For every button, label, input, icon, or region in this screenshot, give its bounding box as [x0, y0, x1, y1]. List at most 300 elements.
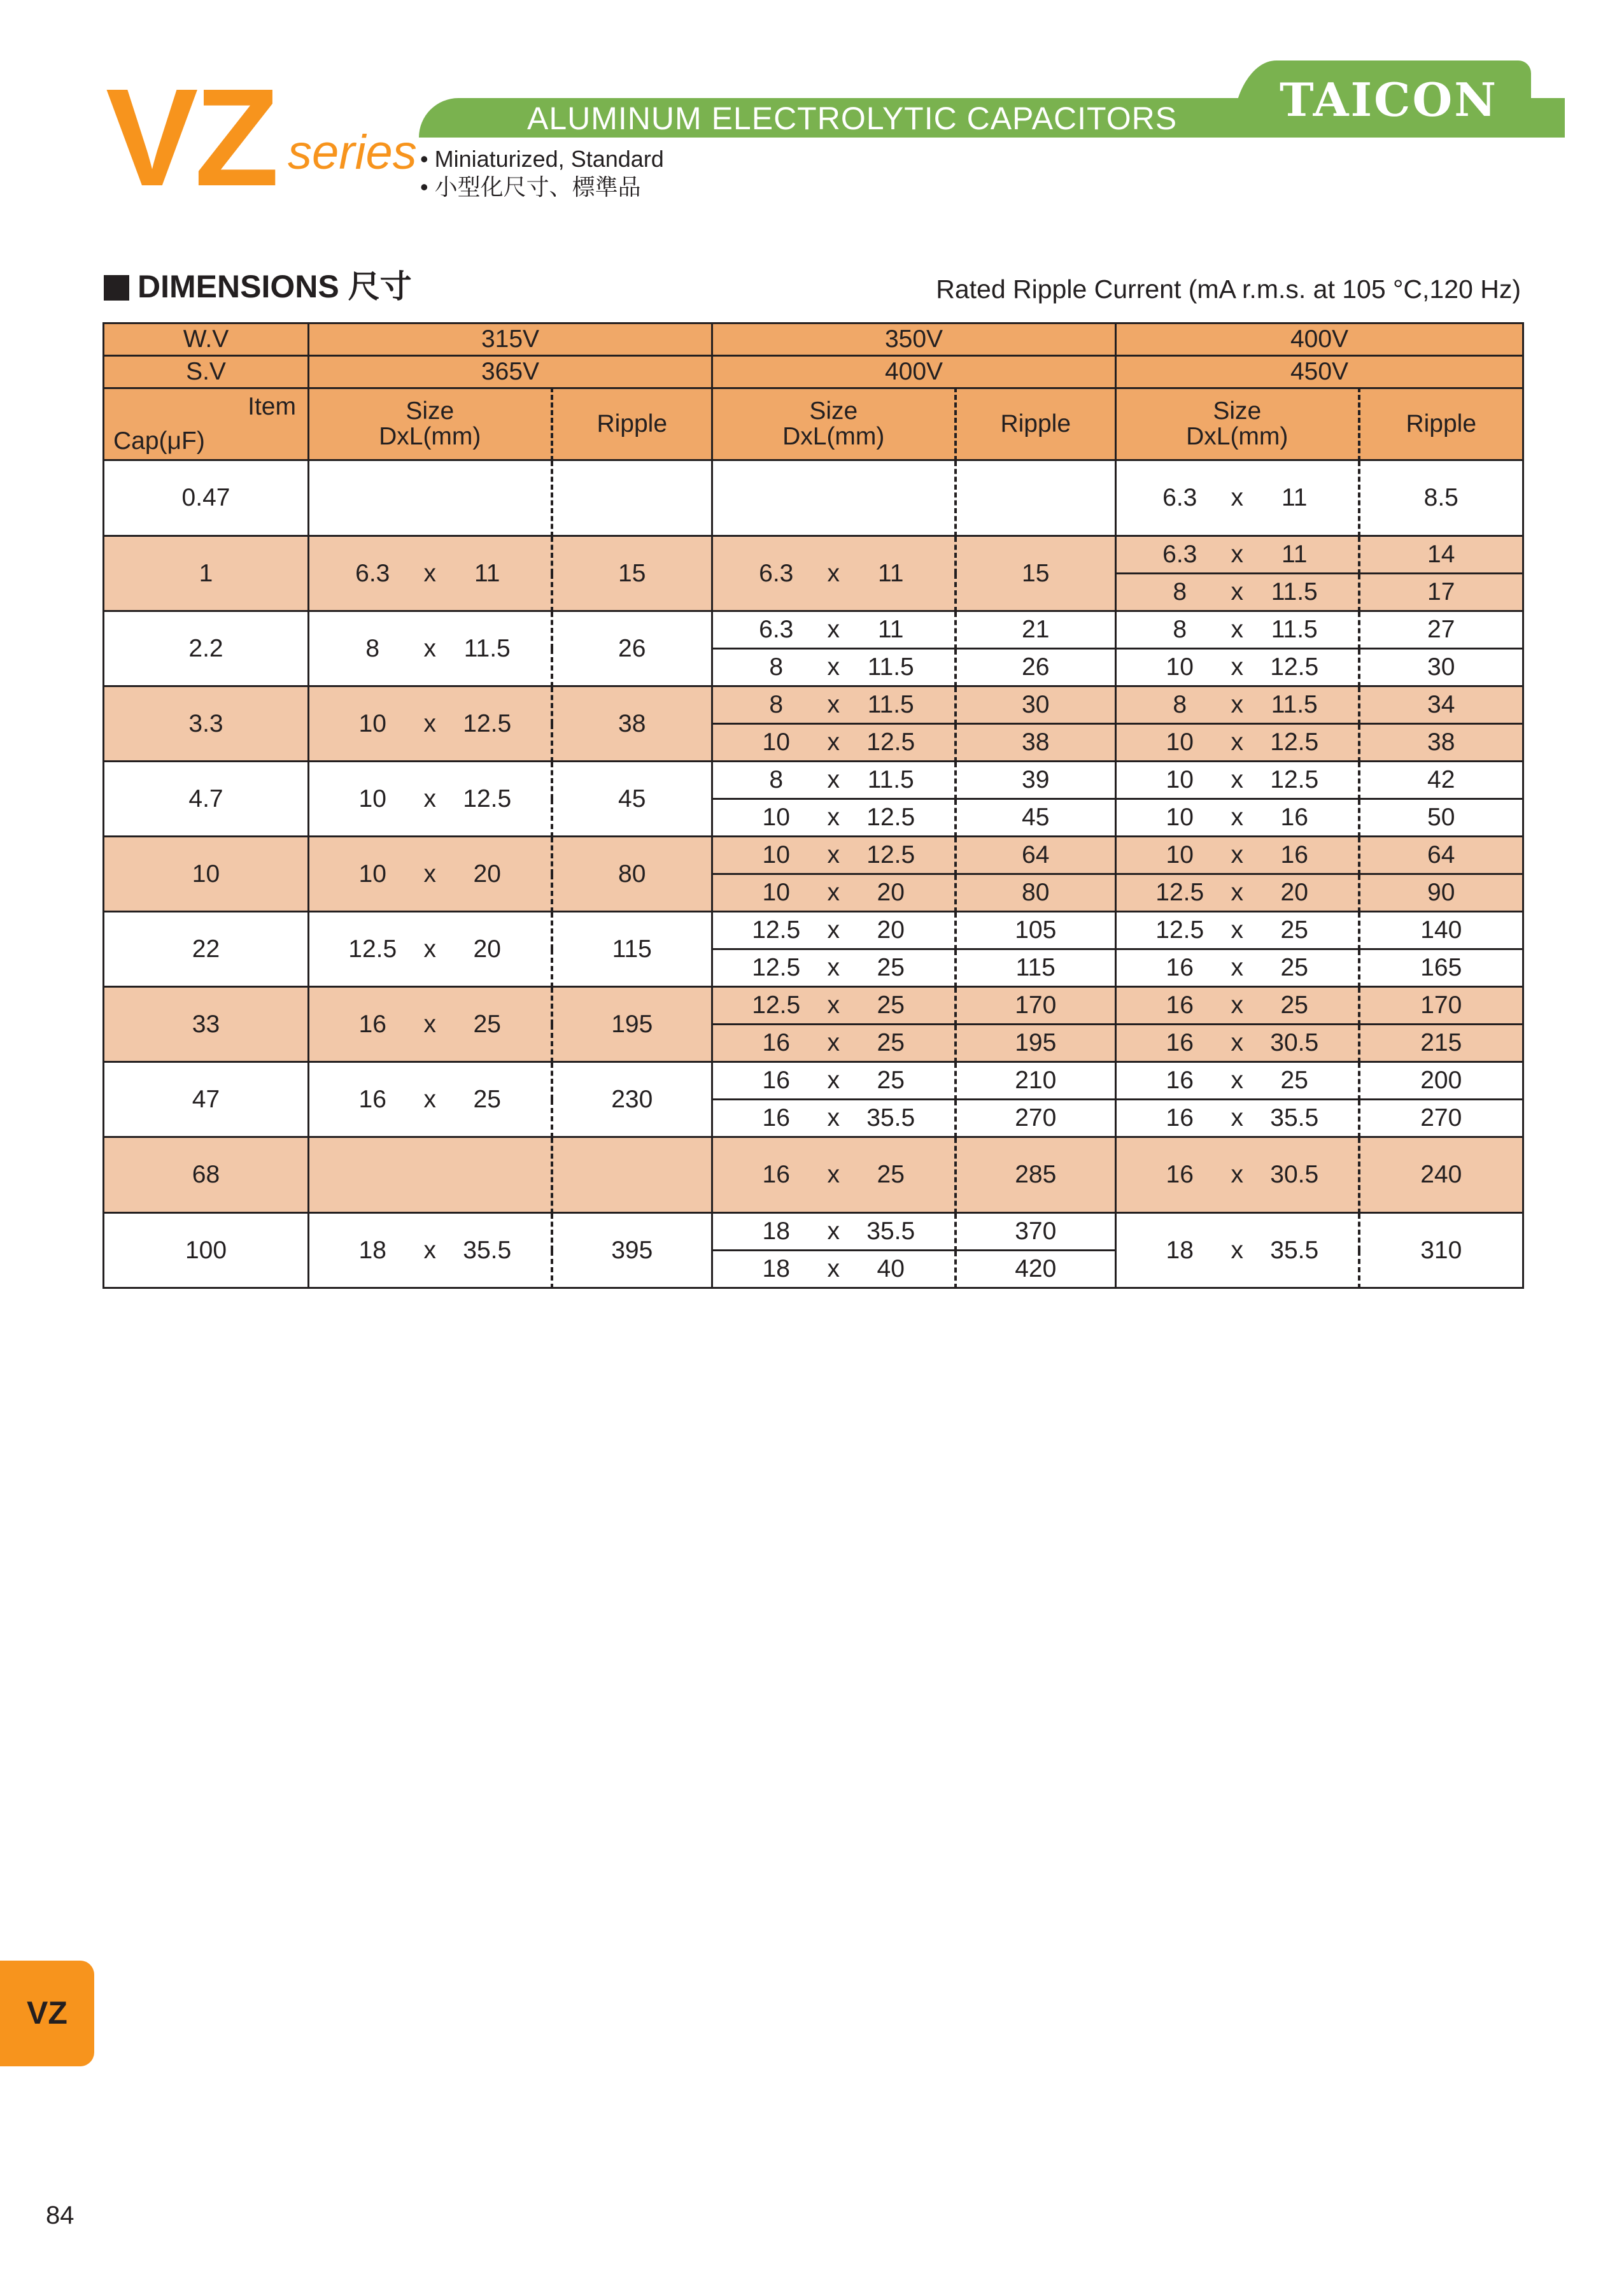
ripple-cell: 90 [1359, 874, 1523, 912]
diameter-value: 10 [358, 860, 386, 888]
diameter-value: 16 [762, 1067, 790, 1094]
size-cell [309, 987, 552, 1062]
ripple-cell [956, 460, 1116, 536]
times-sign: x [1231, 804, 1243, 831]
size-value [1117, 691, 1358, 719]
size-value [713, 1161, 954, 1189]
times-sign: x [423, 785, 436, 813]
diameter-value: 10 [1166, 728, 1194, 756]
diameter-value: 16 [1166, 1161, 1194, 1188]
diameter-value: 10 [1166, 841, 1194, 869]
length-value: 16 [1280, 841, 1308, 869]
length-value: 25 [1280, 916, 1308, 944]
times-sign: x [827, 766, 840, 793]
size-label: Size [406, 397, 455, 425]
diameter-value: 8 [769, 653, 784, 681]
ripple-cell: 34 [1359, 686, 1523, 724]
dimensions-table [102, 322, 1524, 1289]
length-value: 16 [1280, 804, 1308, 831]
size-value [713, 560, 954, 588]
length-value: 40 [877, 1255, 905, 1282]
size-value [1117, 1104, 1358, 1132]
size-header [309, 388, 552, 460]
size-cell [712, 1025, 956, 1062]
table-row [104, 460, 1523, 536]
wv-label: W.V [104, 323, 309, 356]
times-sign: x [1231, 691, 1243, 718]
size-value [1117, 916, 1358, 944]
diameter-value: 12.5 [1155, 916, 1204, 944]
size-value [713, 1255, 954, 1283]
length-value: 11.5 [1271, 616, 1318, 643]
length-value: 25 [1280, 954, 1308, 981]
times-sign: x [423, 1010, 436, 1038]
times-sign: x [827, 991, 840, 1019]
size-cell [1116, 1213, 1359, 1288]
length-value: 20 [473, 935, 501, 963]
size-cell [712, 762, 956, 799]
series-logo: VZ [106, 60, 276, 215]
times-sign: x [827, 804, 840, 831]
times-sign: x [1231, 841, 1243, 869]
section-bullet-icon [104, 275, 129, 301]
size-cell [309, 460, 552, 536]
wv-value: 350V [712, 323, 1116, 356]
size-cell [1116, 987, 1359, 1025]
wv-row [104, 323, 1523, 356]
times-sign: x [1231, 954, 1243, 981]
ripple-cell: 39 [956, 762, 1116, 799]
size-cell [1116, 837, 1359, 874]
length-value: 35.5 [866, 1218, 915, 1245]
size-cell [1116, 799, 1359, 837]
size-cell [1116, 536, 1359, 574]
page-number: 84 [46, 2201, 74, 2229]
times-sign: x [1231, 1104, 1243, 1132]
diameter-value: 18 [762, 1218, 790, 1245]
size-cell [1116, 574, 1359, 611]
size-value [713, 916, 954, 944]
length-value: 25 [473, 1010, 501, 1038]
table-row [104, 762, 1523, 799]
length-value: 35.5 [866, 1104, 915, 1132]
diameter-value: 6.3 [1162, 541, 1197, 568]
times-sign: x [423, 1236, 436, 1264]
length-value: 11 [878, 616, 904, 643]
times-sign: x [827, 691, 840, 718]
side-tab-label: VZ [27, 1995, 67, 2031]
size-value [713, 1067, 954, 1095]
subtitle-english: • Miniaturized, Standard [420, 146, 664, 172]
cap-label: Cap(μF) [113, 427, 205, 455]
capacitance-cell: 2.2 [104, 611, 309, 686]
ripple-cell: 26 [552, 611, 712, 686]
size-cell [712, 874, 956, 912]
size-value [309, 860, 551, 888]
ripple-cell: 27 [1359, 611, 1523, 649]
times-sign: x [827, 1029, 840, 1056]
times-sign: x [827, 916, 840, 944]
times-sign: x [827, 1255, 840, 1282]
size-value [713, 954, 954, 982]
times-sign: x [1231, 616, 1243, 643]
ripple-cell [552, 1137, 712, 1213]
size-cell [712, 799, 956, 837]
ripple-cell: 240 [1359, 1137, 1523, 1213]
length-value: 20 [877, 879, 905, 906]
times-sign: x [827, 616, 840, 643]
length-value: 12.5 [866, 841, 915, 869]
size-cell [712, 1062, 956, 1100]
section-title: DIMENSIONS 尺寸 [138, 269, 412, 304]
sv-label: S.V [104, 356, 309, 388]
size-value [713, 1029, 954, 1057]
size-value [713, 653, 954, 681]
times-sign: x [827, 728, 840, 756]
times-sign: x [1231, 1161, 1243, 1188]
times-sign: x [827, 1067, 840, 1094]
length-value: 25 [877, 1161, 905, 1188]
length-value: 11 [1282, 484, 1308, 511]
times-sign: x [1231, 541, 1243, 568]
size-header [1116, 388, 1359, 460]
times-sign: x [827, 559, 840, 587]
size-value [713, 616, 954, 644]
size-cell [712, 724, 956, 762]
length-value: 25 [473, 1085, 501, 1113]
ripple-cell [552, 460, 712, 536]
ripple-cell: 310 [1359, 1213, 1523, 1288]
size-value [713, 1104, 954, 1132]
size-cell [309, 912, 552, 987]
ripple-cell: 165 [1359, 949, 1523, 987]
size-cell [309, 762, 552, 837]
subtitle-chinese: • 小型化尺寸、標準品 [420, 174, 641, 200]
ripple-cell: 38 [1359, 724, 1523, 762]
size-value [309, 1086, 551, 1114]
size-cell [1116, 649, 1359, 686]
times-sign: x [1231, 766, 1243, 793]
ripple-cell: 370 [956, 1213, 1116, 1251]
size-cell [712, 987, 956, 1025]
diameter-value: 10 [1166, 804, 1194, 831]
length-value: 11 [878, 559, 904, 587]
diameter-value: 10 [1166, 653, 1194, 681]
times-sign: x [1231, 484, 1243, 511]
times-sign: x [423, 634, 436, 662]
size-value [713, 1218, 954, 1246]
length-value: 35.5 [1270, 1104, 1319, 1132]
diameter-value: 16 [1166, 1067, 1194, 1094]
size-unit-label: DxL(mm) [782, 423, 885, 450]
ripple-cell: 30 [1359, 649, 1523, 686]
table-row [104, 987, 1523, 1025]
capacitance-cell: 4.7 [104, 762, 309, 837]
size-cell [712, 1137, 956, 1213]
ripple-cell: 195 [552, 987, 712, 1062]
size-value [713, 691, 954, 719]
ripple-cell: 115 [956, 949, 1116, 987]
diameter-value: 6.3 [759, 616, 794, 643]
times-sign: x [423, 709, 436, 737]
size-value [309, 1011, 551, 1039]
length-value: 25 [877, 954, 905, 981]
times-sign: x [423, 860, 436, 888]
ripple-cell: 80 [552, 837, 712, 912]
size-cell [309, 1213, 552, 1288]
length-value: 11.5 [867, 691, 914, 718]
diameter-value: 16 [358, 1085, 386, 1113]
length-value: 11.5 [463, 634, 511, 662]
length-value: 12.5 [1270, 766, 1319, 793]
size-cell [309, 837, 552, 912]
diameter-value: 10 [762, 804, 790, 831]
size-cell [1116, 724, 1359, 762]
ripple-cell: 26 [956, 649, 1116, 686]
sv-value: 450V [1116, 356, 1523, 388]
size-header [712, 388, 956, 460]
length-value: 30.5 [1270, 1161, 1319, 1188]
ripple-cell: 270 [1359, 1100, 1523, 1137]
size-value [309, 635, 551, 663]
size-unit-label: DxL(mm) [1186, 423, 1289, 450]
diameter-value: 10 [1166, 766, 1194, 793]
capacitance-cell: 1 [104, 536, 309, 611]
dimensions-body [104, 460, 1523, 1288]
table-row [104, 686, 1523, 724]
ripple-cell: 105 [956, 912, 1116, 949]
size-value [1117, 616, 1358, 644]
size-value [1117, 841, 1358, 869]
diameter-value: 16 [1166, 954, 1194, 981]
table-row [104, 912, 1523, 949]
size-cell [712, 1213, 956, 1251]
size-cell [712, 837, 956, 874]
size-value [713, 879, 954, 907]
ripple-cell: 64 [1359, 837, 1523, 874]
ripple-cell: 140 [1359, 912, 1523, 949]
ripple-cell: 8.5 [1359, 460, 1523, 536]
ripple-cell: 285 [956, 1137, 1116, 1213]
times-sign: x [827, 841, 840, 869]
length-value: 35.5 [1270, 1236, 1319, 1264]
table-row [104, 1213, 1523, 1251]
size-cell [712, 649, 956, 686]
size-cell [309, 1062, 552, 1137]
size-cell [1116, 1100, 1359, 1137]
diameter-value: 10 [762, 879, 790, 906]
length-value: 20 [473, 860, 501, 888]
wv-value: 315V [309, 323, 712, 356]
capacitance-cell: 0.47 [104, 460, 309, 536]
size-value [309, 710, 551, 738]
ripple-cell: 270 [956, 1100, 1116, 1137]
series-word: series [288, 125, 417, 180]
size-cell [712, 611, 956, 649]
size-value [309, 785, 551, 813]
size-cell [1116, 1062, 1359, 1100]
ripple-header: Ripple [1359, 388, 1523, 460]
ripple-cell: 230 [552, 1062, 712, 1137]
ripple-cell: 15 [956, 536, 1116, 611]
ripple-cell: 38 [552, 686, 712, 762]
size-value [1117, 879, 1358, 907]
capacitance-cell: 100 [104, 1213, 309, 1288]
size-label: Size [809, 397, 858, 425]
size-cell [712, 460, 956, 536]
size-cell [712, 536, 956, 611]
sv-value: 400V [712, 356, 1116, 388]
times-sign: x [827, 1104, 840, 1132]
ripple-cell: 21 [956, 611, 1116, 649]
length-value: 12.5 [463, 785, 512, 813]
size-cell [712, 912, 956, 949]
sv-row [104, 356, 1523, 388]
size-cell [1116, 762, 1359, 799]
diameter-value: 12.5 [1155, 879, 1204, 906]
length-value: 25 [1280, 1067, 1308, 1094]
diameter-value: 10 [762, 728, 790, 756]
ripple-cell: 14 [1359, 536, 1523, 574]
ripple-cell: 420 [956, 1251, 1116, 1288]
size-cell [1116, 912, 1359, 949]
diameter-value: 8 [769, 691, 784, 718]
size-cell [309, 1137, 552, 1213]
size-cell [1116, 1137, 1359, 1213]
length-value: 11 [474, 559, 500, 587]
size-label: Size [1213, 397, 1262, 425]
size-cell [712, 949, 956, 987]
size-cell [1116, 874, 1359, 912]
size-cell [1116, 949, 1359, 987]
diameter-value: 16 [762, 1104, 790, 1132]
size-cell [1116, 686, 1359, 724]
size-value [1117, 653, 1358, 681]
size-value [713, 841, 954, 869]
ripple-cell: 80 [956, 874, 1116, 912]
times-sign: x [1231, 1236, 1243, 1264]
table-row [104, 536, 1523, 574]
times-sign: x [423, 1085, 436, 1113]
ripple-header: Ripple [956, 388, 1116, 460]
ripple-cell: 170 [1359, 987, 1523, 1025]
length-value: 12.5 [866, 728, 915, 756]
ripple-cell: 195 [956, 1025, 1116, 1062]
length-value: 11.5 [1271, 691, 1318, 718]
times-sign: x [423, 935, 436, 963]
capacitance-cell: 47 [104, 1062, 309, 1137]
diameter-value: 16 [1166, 991, 1194, 1019]
size-value [713, 804, 954, 832]
diameter-value: 6.3 [355, 559, 390, 587]
diameter-value: 16 [1166, 1104, 1194, 1132]
diameter-value: 18 [358, 1236, 386, 1264]
length-value: 35.5 [463, 1236, 512, 1264]
diameter-value: 16 [762, 1029, 790, 1056]
size-value [1117, 541, 1358, 569]
size-value [1117, 578, 1358, 606]
item-cap-header [104, 388, 309, 460]
size-value [1117, 804, 1358, 832]
size-cell [1116, 611, 1359, 649]
size-value [713, 991, 954, 1019]
size-value [1117, 954, 1358, 982]
length-value: 25 [1280, 991, 1308, 1019]
diameter-value: 16 [358, 1010, 386, 1038]
diameter-value: 10 [358, 709, 386, 737]
length-value: 30.5 [1270, 1029, 1319, 1056]
size-cell [309, 686, 552, 762]
ripple-note: Rated Ripple Current (mA r.m.s. at 105 °C,120 Hz) [936, 274, 1521, 304]
size-value [1117, 1237, 1358, 1265]
size-value [713, 728, 954, 756]
size-value [1117, 1067, 1358, 1095]
size-value [713, 766, 954, 794]
table-row [104, 611, 1523, 649]
capacitance-cell: 22 [104, 912, 309, 987]
length-value: 12.5 [866, 804, 915, 831]
item-header-row [104, 388, 1523, 460]
length-value: 25 [877, 991, 905, 1019]
length-value: 25 [877, 1029, 905, 1056]
length-value: 20 [1280, 879, 1308, 906]
times-sign: x [1231, 578, 1243, 606]
capacitance-cell: 33 [104, 987, 309, 1062]
diameter-value: 8 [1173, 691, 1187, 718]
size-value [309, 1237, 551, 1265]
table-row [104, 837, 1523, 874]
ripple-cell: 45 [956, 799, 1116, 837]
times-sign: x [827, 1218, 840, 1245]
brand-name: TAICON [1280, 73, 1499, 127]
length-value: 12.5 [1270, 653, 1319, 681]
times-sign: x [1231, 1029, 1243, 1056]
ripple-cell: 200 [1359, 1062, 1523, 1100]
times-sign: x [827, 1161, 840, 1188]
ripple-cell: 15 [552, 536, 712, 611]
ripple-cell: 30 [956, 686, 1116, 724]
length-value: 25 [877, 1067, 905, 1094]
capacitance-cell: 3.3 [104, 686, 309, 762]
diameter-value: 8 [365, 634, 380, 662]
diameter-value: 16 [762, 1161, 790, 1188]
diameter-value: 6.3 [759, 559, 794, 587]
diameter-value: 10 [358, 785, 386, 813]
size-value [1117, 1029, 1358, 1057]
size-value [1117, 991, 1358, 1019]
diameter-value: 12.5 [752, 991, 801, 1019]
ripple-cell: 64 [956, 837, 1116, 874]
size-value [309, 935, 551, 963]
diameter-value: 10 [762, 841, 790, 869]
times-sign: x [827, 954, 840, 981]
diameter-value: 18 [1166, 1236, 1194, 1264]
diameter-value: 8 [1173, 578, 1187, 606]
length-value: 12.5 [463, 709, 512, 737]
diameter-value: 18 [762, 1255, 790, 1282]
length-value: 11.5 [1271, 578, 1318, 606]
diameter-value: 16 [1166, 1029, 1194, 1056]
diameter-value: 8 [769, 766, 784, 793]
item-label: Item [248, 393, 296, 420]
size-cell [309, 536, 552, 611]
diameter-value: 6.3 [1162, 484, 1197, 511]
capacitance-cell: 10 [104, 837, 309, 912]
size-cell [712, 1251, 956, 1288]
table-row [104, 1062, 1523, 1100]
ripple-cell: 45 [552, 762, 712, 837]
diameter-value: 12.5 [752, 916, 801, 944]
